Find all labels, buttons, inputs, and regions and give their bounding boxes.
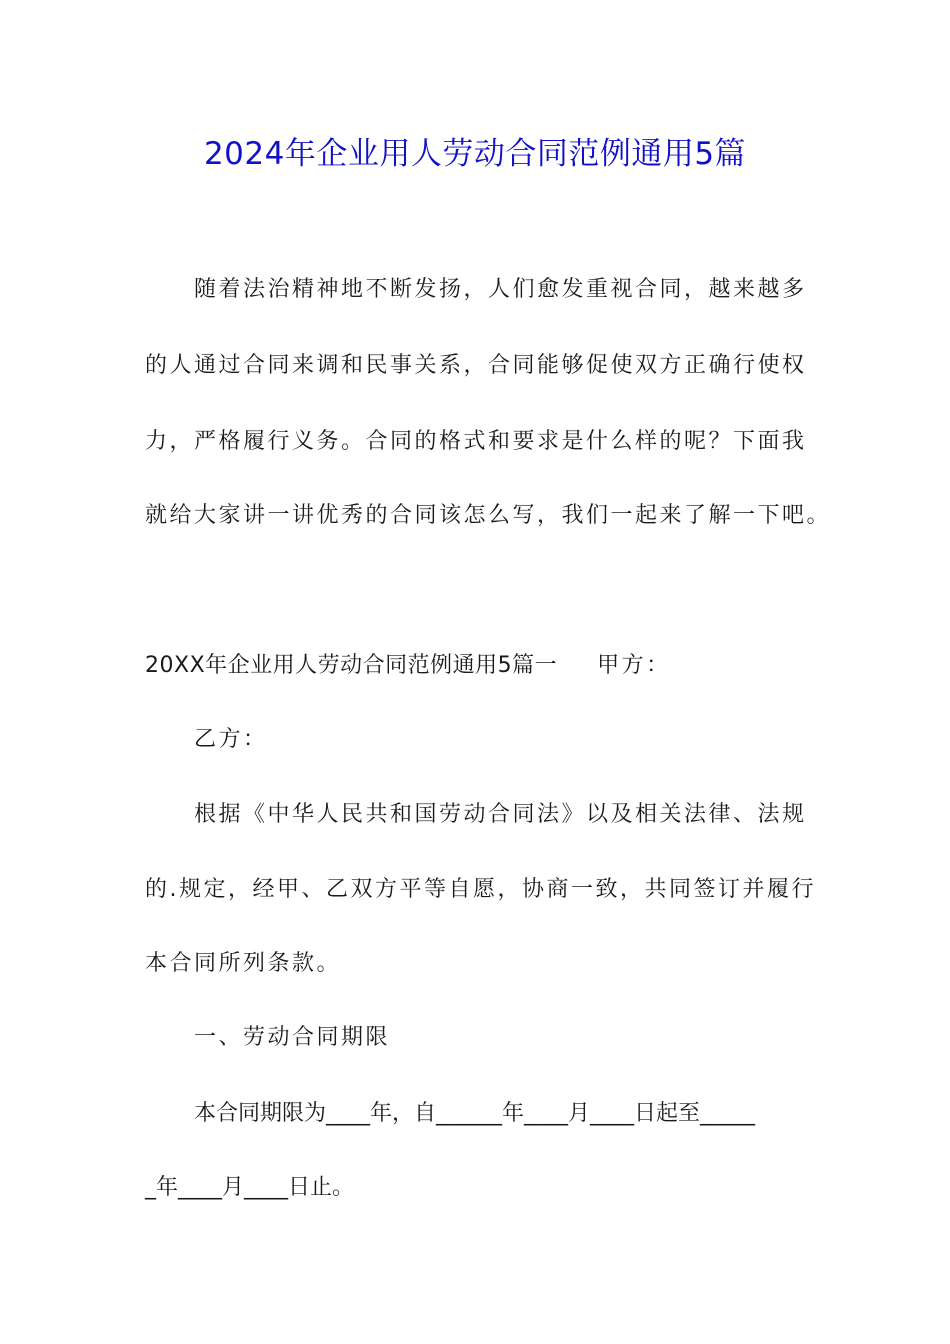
basis-line-2: 的.规定，经甲、乙双方平等自愿，协商一致，共同签订并履行 (145, 877, 816, 902)
intro-line-2: 的人通过合同来调和民事关系，合同能够促使双方正确行使权 (145, 353, 807, 378)
basis-line-3: 本合同所列条款。 (145, 951, 342, 976)
clause-1-heading: 一、劳动合同期限 (194, 1025, 391, 1050)
intro-line-4: 就给大家讲一讲优秀的合同该怎么写，我们一起来了解一下吧。 (145, 503, 832, 528)
section-heading-row (145, 648, 671, 679)
document-title: 2024年企业用人劳动合同范例通用5篇 (203, 136, 747, 172)
clause-1-line-1: 本合同期限为____年，自______年____月____日起至_____ (194, 1101, 756, 1126)
party-a-label: 甲方： (597, 653, 671, 678)
basis-line-1: 根据《中华人民共和国劳动合同法》以及相关法律、法规 (194, 802, 807, 827)
intro-line-3: 力，严格履行义务。合同的格式和要求是什么样的呢？下面我 (145, 429, 807, 454)
section-heading: 20XX年企业用人劳动合同范例通用5篇一 (145, 653, 558, 678)
intro-line-1: 随着法治精神地不断发扬，人们愈发重视合同，越来越多 (194, 277, 807, 302)
clause-1-line-2: _年____月____日止。 (145, 1175, 355, 1200)
party-b-label: 乙方： (194, 727, 268, 752)
